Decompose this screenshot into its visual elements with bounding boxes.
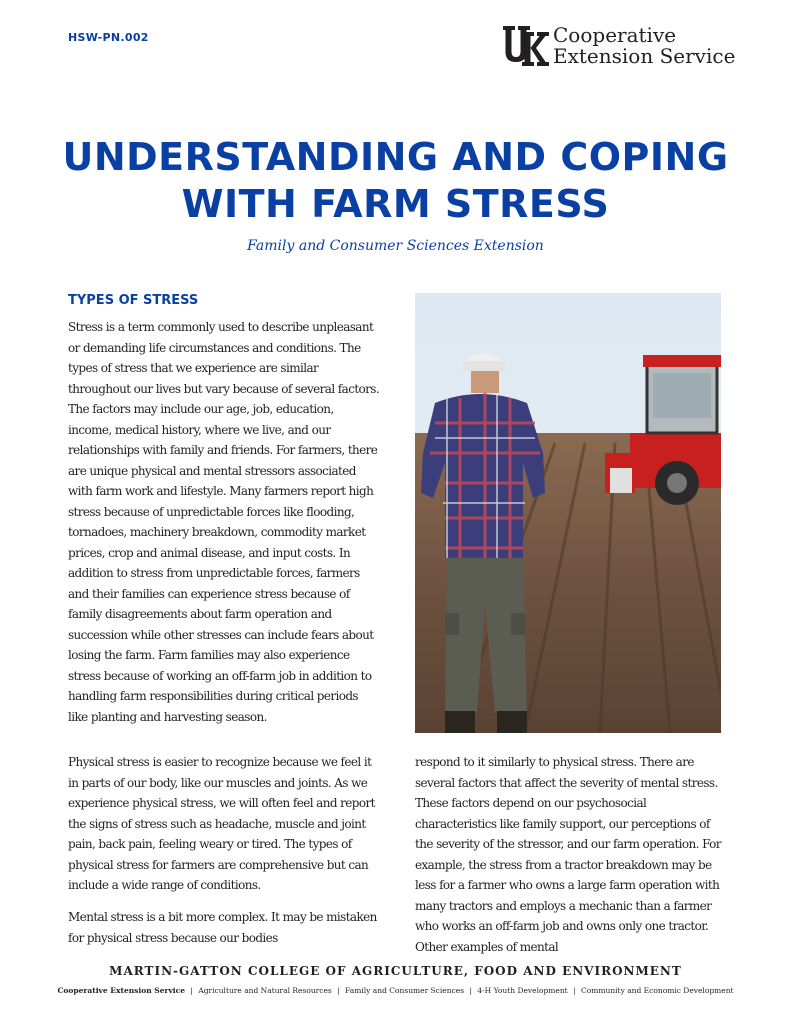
extension-units — [0, 986, 791, 995]
footer-separator: | — [469, 986, 472, 995]
footer-separator: | — [190, 986, 193, 995]
footer-separator: | — [337, 986, 340, 995]
paragraph-4: respond to it similarly to physical stress. There are several factors that affect the severity of mental stress. These factors depend on our psychosocial characteristics like family support, our perceptions of the severity of the stressor, and our farm operation. For example, the stress from a tractor breakdown may be less for a farmer who owns a large farm operation with many tractors and employs a mechanic than a farmer who works an off-farm job and owns only one tractor. Other examples of mental — [415, 755, 721, 954]
page-title — [30, 134, 761, 228]
title-line-2: WITH FARM STRESS — [181, 182, 610, 226]
footer-separator: | — [573, 986, 576, 995]
document-code: HSW-PN.002 — [68, 31, 149, 44]
footer-unit-3: Family and Consumer Sciences — [345, 986, 465, 995]
paragraph-3: Mental stress is a bit more complex. It may be mistaken for physical stress because our bodies — [68, 910, 377, 945]
farmer-field-photo — [415, 293, 721, 733]
paragraph-2: Physical stress is easier to recognize because we feel it in parts of our body, like our muscles and joints. As we experience physical stress, we will often feel and report the signs of stress such as headache, muscle and joint pain, back pain, feeling weary or tired. The types of physical stress for farmers are comprehensive but can include a wide range of conditions. — [68, 755, 375, 892]
page-subtitle: Family and Consumer Sciences Extension — [247, 238, 544, 254]
college-name: MARTIN-GATTON COLLEGE OF AGRICULTURE, FOOD AND ENVIRONMENT — [109, 964, 682, 978]
logo-line-2: Extension Service — [553, 44, 736, 68]
section-heading: TYPES OF STRESS — [68, 293, 199, 308]
footer-unit-2: Agriculture and Natural Resources — [198, 986, 332, 995]
footer-unit-1: Cooperative Extension Service — [57, 986, 185, 995]
footer-unit-4: 4-H Youth Development — [477, 986, 568, 995]
title-line-1: UNDERSTANDING AND COPING — [62, 135, 729, 179]
paragraph-1: Stress is a term commonly used to describe unpleasant or demanding life circumstances and conditions. The types of stress that we experience are similar throughout our lives but vary because of several factors. The factors may include our age, job, education, income, medical history, where we live, and our relationships with family and friends. For farmers, there are unique physical and mental stressors associated with farm work and lifestyle. Many farmers report high stress because of unpredictable forces like flooding, tornadoes, machinery breakdown, commodity market prices, crop and animal disease, and input costs. In addition to stress from unpredictable forces, farmers and their families can experience stress because of family disagreements about farm operation and succession while other stresses can include fears about losing the farm. Farm families may also experience stress because of working an off-farm job in addition to handling farm responsibilities during critical periods like planting and harvesting season. — [68, 320, 380, 724]
uk-monogram-icon — [503, 26, 549, 66]
logo-line-1: Cooperative — [553, 23, 677, 47]
uk-extension-logo — [503, 24, 735, 70]
footer-unit-5: Community and Economic Development — [581, 986, 734, 995]
